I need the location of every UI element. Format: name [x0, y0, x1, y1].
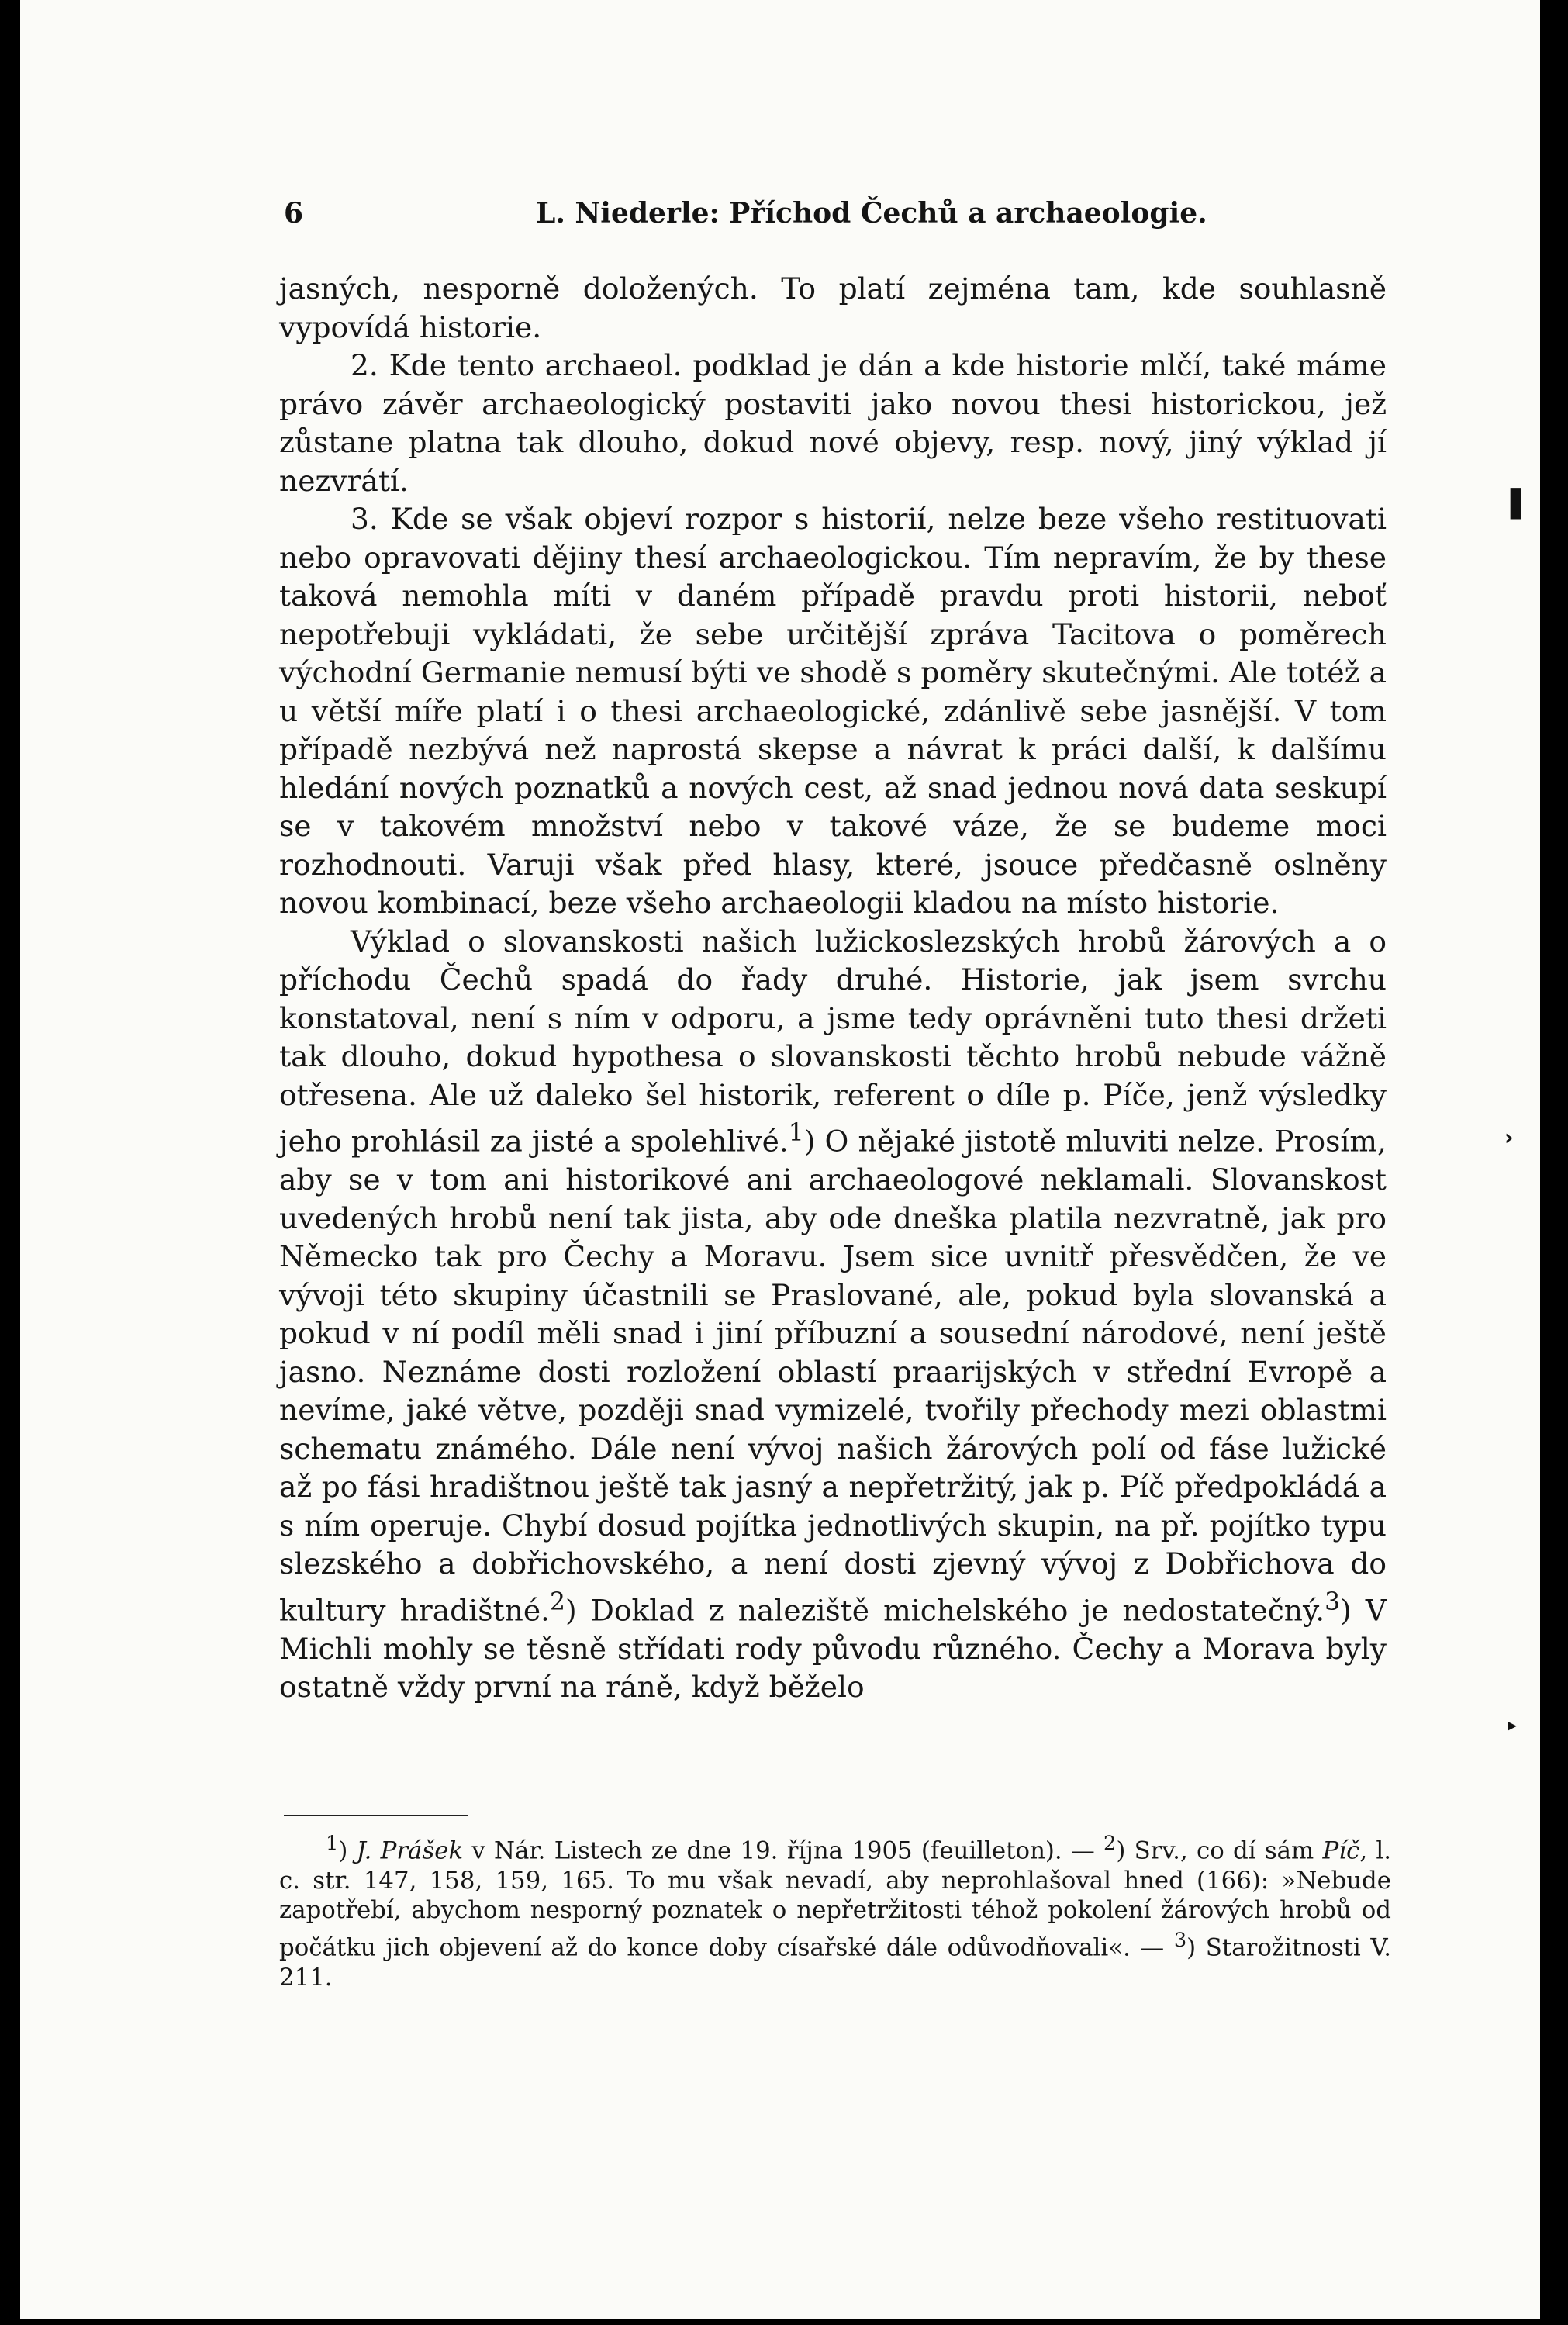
paragraph-point-3: 3. Kde se však objeví rozpor s historií, nelze beze všeho restituovati nebo opravovati dějiny thesí archaeologickou. Tím nepravím, že by these taková nemohla míti v daném případě pravdu proti historii, neboť nepotřebuji vykládati, že sebe určitější zpráva Tacitova o poměrech východní Germanie nemusí býti ve shodě s poměry skutečnými. Ale totéž a u větší míře platí i o thesi archaeologické, zdánlivě sebe jasnější. V tom případě nezbývá než naprostá skepse a návrat k práci další, k dalšímu hledání nových poznatků a nových cest, až snad jednou nová data seskupí se v takovém množství nebo v takové váze, že se budeme moci rozhodnouti. Varuji však před hlasy, které, jsouce předčasně oslněny novou kombinací, beze všeho archaeologii kladou na místo historie.: [279, 502, 1387, 920]
running-title: L. Niederle: Příchod Čechů a archaeologie.: [536, 197, 1207, 230]
footnote-text: v Nár. Listech ze dne 19. října 1905 (feuilleton). —: [463, 1836, 1104, 1865]
book-page: [20, 0, 1540, 2319]
margin-scan-mark: ▌: [1511, 489, 1532, 520]
paragraph-text: ) Doklad z naleziště michelského je nedostatečný.: [565, 1593, 1325, 1628]
margin-scan-mark: ▸: [1508, 1714, 1518, 1736]
footnote-block: $^1$) J. Prášek v Nár. Listech ze dne 19. října 1905 (feuilleton). — $^2$) Srv., co dí sám Píč, l. c. str. 147, 158, 159, 165. To mu však nevadí, aby neprohlašoval hned (166): »Nebude zapotřebí, abychom nesporný poznatek o nepřetržitosti téhož pokolení žárových hrobů od počátku jich objevení až do konce doby císařské dále odůvodňovali«. — $^3$) Starožitnosti V. 211.: [279, 1832, 1392, 1992]
footnote-mark-1: 1: [326, 1832, 339, 1855]
paragraph-point-2: 2. Kde tento archaeol. podklad je dán a kde historie mlčí, také máme právo závěr archaeologický postaviti jako novou thesi historickou, jež zůstane platna tak dlouho, dokud nové objevy, resp. nový, jiný výklad jí nezvrátí.: [279, 348, 1387, 498]
footnotes: [279, 1829, 1391, 1992]
footnote-mark-2: 2: [1103, 1832, 1117, 1855]
footnote-author: Píč: [1322, 1836, 1360, 1865]
footnote-ref-1: 1: [788, 1119, 804, 1147]
footnote-text: ) Starožitnosti V. 211.: [279, 1933, 1391, 1992]
footnote-ref-3: 3: [1325, 1587, 1341, 1616]
margin-scan-mark: ›: [1504, 1124, 1514, 1150]
paragraph-text: Výklad o slovanskosti našich lužickoslezských hrobů žárových a o příchodu Čechů spadá do řady druhé. Historie, jak jsem svrchu konstatoval, není s ním v odporu, a jsme tedy oprávněni tuto thesi držeti tak dlouho, dokud hypothesa o slovanskosti těchto hrobů nebude vážně otřesena. Ale už daleko šel historik, referent o díle p. Píče, jenž výsledky jeho prohlásil za jisté a spolehlivé.: [279, 924, 1387, 1159]
footnote-text: , l. c. str. 147, 158, 159, 165. To mu však nevadí, aby neprohlašoval hned (166): »Nebude zapotřebí, abychom nesporný poznatek o nepřetržitosti téhož pokolení žárových hrobů od počátku jich objevení až do konce doby císařské dále odůvodňovali«. —: [279, 1836, 1392, 1962]
main-text: [279, 270, 1387, 1707]
footnote-ref-2: 2: [550, 1587, 565, 1616]
footnote-mark-3: 3: [1173, 1928, 1187, 1952]
footnote-author: J. Prášek: [356, 1836, 464, 1865]
paragraph-continuation: jasných, nesporně doložených. To platí zejména tam, kde souhlasně vypovídá historie.: [279, 271, 1387, 344]
paragraph-text: ) V Michli mohly se těsně střídati rody původu různého. Čechy a Morava byly ostatně vždy první na ráně, když běželo: [279, 1593, 1387, 1705]
paragraph-slavic-graves: [279, 923, 1387, 1707]
footnote-divider: [284, 1815, 468, 1816]
paragraph-text: ) O nějaké jistotě mluviti nelze. Prosím, aby se v tom ani historikové ani archaeologové neklamali. Slovanskost uvedených hrobů není tak jista, aby ode dneška platila nezvratně, jak pro Německo tak pro Čechy a Moravu. Jsem sice uvnitř přesvědčen, že ve vývoji této skupiny účastnili se Praslované, ale, pokud byla slovanská a pokud v ní podíl měli snad i jiní příbuzní a sousední národové, není ještě jasno. Neznáme dosti rozložení oblastí praarijských v střední Evropě a nevíme, jaké větve, později snad vymizelé, tvořily přechody mezi oblastmi schematu známého. Dále není vývoj našich žárových polí od fáse lužické až po fási hradištnou ještě tak jasný a nepřetržitý, jak p. Píč předpokládá a s ním operuje. Chybí dosud pojítka jednotlivých skupin, na př. pojítko typu slezského a dobřichovského, a není dosti zjevný vývoj z Dobřichova do kultury hradištné.: [279, 1124, 1387, 1628]
page-number: 6: [284, 197, 304, 230]
footnote-text: ) Srv., co dí sám: [1116, 1836, 1323, 1865]
running-head: [284, 197, 1393, 244]
